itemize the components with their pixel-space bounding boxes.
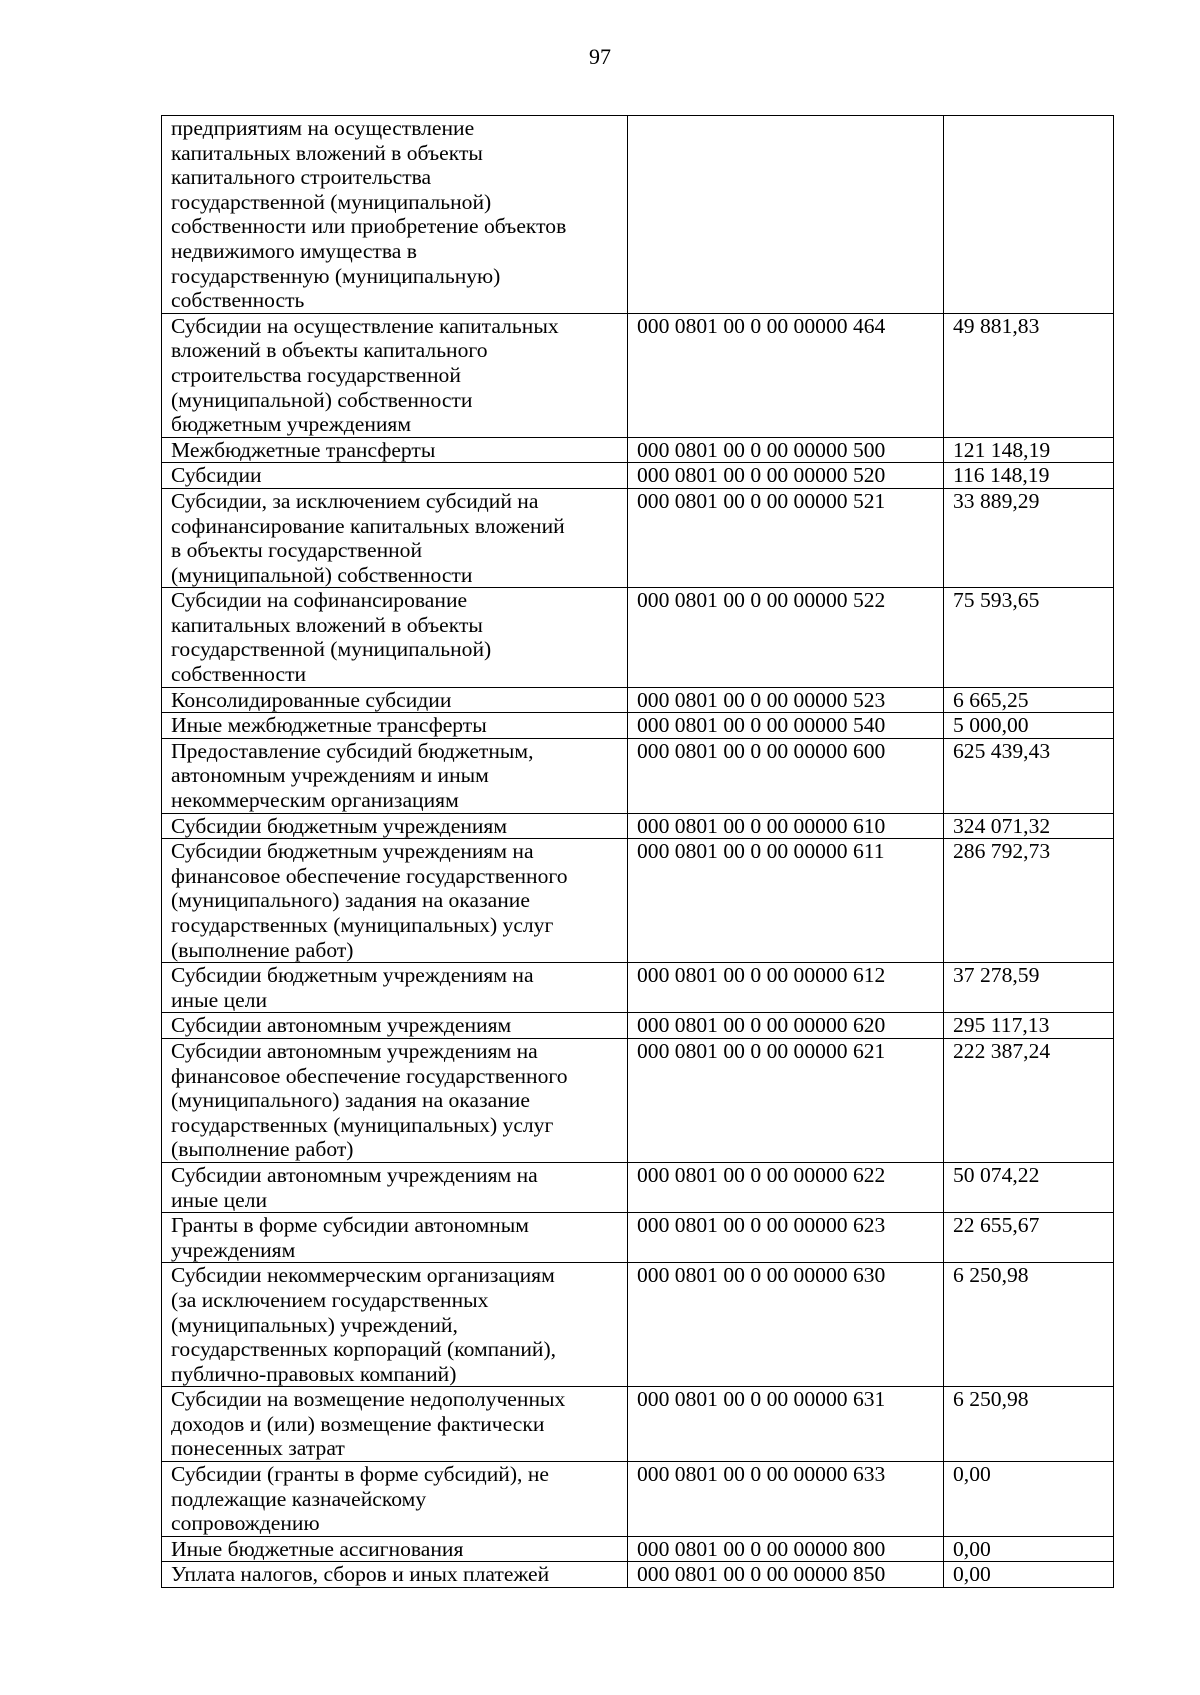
amount-cell: 37 278,59 [944,963,1114,1013]
item-name-cell: Субсидии автономным учреждениям [162,1013,628,1039]
table-row [162,1462,1114,1537]
item-name-cell: Субсидии бюджетным учреждениям на финансовое обеспечение государственного (муниципального) задания на оказание государственных (муниципальных) услуг (выполнение работ) [162,839,628,963]
amount-cell: 324 071,32 [944,813,1114,839]
page-number: 97 [589,44,611,69]
table-row [162,687,1114,713]
item-name-cell: Предоставление субсидий бюджетным, автономным учреждениям и иным некоммерческим организациям [162,738,628,813]
amount-cell: 6 665,25 [944,687,1114,713]
amount-cell: 6 250,98 [944,1387,1114,1462]
item-name-cell: Субсидии [162,463,628,489]
amount-cell: 121 148,19 [944,437,1114,463]
amount-cell: 75 593,65 [944,588,1114,687]
amount-cell: 5 000,00 [944,713,1114,739]
item-name-cell: Субсидии автономным учреждениям на финансовое обеспечение государственного (муниципального) задания на оказание государственных (муниципальных) услуг (выполнение работ) [162,1038,628,1162]
classification-code-cell: 000 0801 00 0 00 00000 600 [628,738,944,813]
classification-code-cell [628,116,944,314]
table-row [162,313,1114,437]
table-row [162,1213,1114,1263]
amount-cell: 22 655,67 [944,1213,1114,1263]
table-row [162,437,1114,463]
classification-code-cell: 000 0801 00 0 00 00000 623 [628,1213,944,1263]
table-row [162,588,1114,687]
item-name-cell: Уплата налогов, сборов и иных платежей [162,1562,628,1588]
table-row [162,963,1114,1013]
item-name-cell: Субсидии некоммерческим организациям (за исключением государственных (муниципальных) учреждений, государственных корпораций (компаний), публично-правовых компаний) [162,1263,628,1387]
classification-code-cell: 000 0801 00 0 00 00000 523 [628,687,944,713]
classification-code-cell: 000 0801 00 0 00 00000 850 [628,1562,944,1588]
item-name-cell: Межбюджетные трансферты [162,437,628,463]
classification-code-cell: 000 0801 00 0 00 00000 631 [628,1387,944,1462]
budget-table [161,115,1114,1588]
classification-code-cell: 000 0801 00 0 00 00000 611 [628,839,944,963]
amount-cell: 222 387,24 [944,1038,1114,1162]
classification-code-cell: 000 0801 00 0 00 00000 633 [628,1462,944,1537]
table-row [162,1038,1114,1162]
item-name-cell: Иные бюджетные ассигнования [162,1536,628,1562]
classification-code-cell: 000 0801 00 0 00 00000 520 [628,463,944,489]
item-name-cell: Субсидии (гранты в форме субсидий), не подлежащие казначейскому сопровождению [162,1462,628,1537]
amount-cell: 33 889,29 [944,488,1114,587]
amount-cell: 6 250,98 [944,1263,1114,1387]
amount-cell: 625 439,43 [944,738,1114,813]
table-row [162,839,1114,963]
table-row [162,1013,1114,1039]
amount-cell: 50 074,22 [944,1162,1114,1212]
classification-code-cell: 000 0801 00 0 00 00000 630 [628,1263,944,1387]
amount-cell: 0,00 [944,1462,1114,1537]
table-row [162,1162,1114,1212]
table-row [162,1387,1114,1462]
item-name-cell: Субсидии на возмещение недополученных доходов и (или) возмещение фактически понесенных затрат [162,1387,628,1462]
item-name-cell: Субсидии на осуществление капитальных вложений в объекты капитального строительства государственной (муниципальной) собственности бюджетным учреждениям [162,313,628,437]
table-row [162,116,1114,314]
item-name-cell: Консолидированные субсидии [162,687,628,713]
item-name-cell: Гранты в форме субсидии автономным учреждениям [162,1213,628,1263]
item-name-cell: Субсидии бюджетным учреждениям [162,813,628,839]
item-name-cell: Субсидии на софинансирование капитальных вложений в объекты государственной (муниципальной) собственности [162,588,628,687]
table-row [162,1536,1114,1562]
amount-cell: 286 792,73 [944,839,1114,963]
budget-table-body [162,116,1114,1588]
classification-code-cell: 000 0801 00 0 00 00000 522 [628,588,944,687]
amount-cell: 49 881,83 [944,313,1114,437]
table-row [162,1263,1114,1387]
classification-code-cell: 000 0801 00 0 00 00000 621 [628,1038,944,1162]
table-row [162,1562,1114,1588]
amount-cell [944,116,1114,314]
amount-cell: 116 148,19 [944,463,1114,489]
classification-code-cell: 000 0801 00 0 00 00000 464 [628,313,944,437]
table-row [162,713,1114,739]
classification-code-cell: 000 0801 00 0 00 00000 620 [628,1013,944,1039]
classification-code-cell: 000 0801 00 0 00 00000 612 [628,963,944,1013]
table-row [162,813,1114,839]
classification-code-cell: 000 0801 00 0 00 00000 610 [628,813,944,839]
classification-code-cell: 000 0801 00 0 00 00000 500 [628,437,944,463]
table-row [162,738,1114,813]
item-name-cell: Субсидии автономным учреждениям на иные цели [162,1162,628,1212]
amount-cell: 0,00 [944,1536,1114,1562]
item-name-cell: Субсидии, за исключением субсидий на софинансирование капитальных вложений в объекты государственной (муниципальной) собственности [162,488,628,587]
classification-code-cell: 000 0801 00 0 00 00000 540 [628,713,944,739]
amount-cell: 295 117,13 [944,1013,1114,1039]
table-row [162,463,1114,489]
amount-cell: 0,00 [944,1562,1114,1588]
classification-code-cell: 000 0801 00 0 00 00000 800 [628,1536,944,1562]
classification-code-cell: 000 0801 00 0 00 00000 521 [628,488,944,587]
item-name-cell: Субсидии бюджетным учреждениям на иные цели [162,963,628,1013]
classification-code-cell: 000 0801 00 0 00 00000 622 [628,1162,944,1212]
table-row [162,488,1114,587]
item-name-cell: Иные межбюджетные трансферты [162,713,628,739]
item-name-cell: предприятиям на осуществление капитальных вложений в объекты капитального строительства государственной (муниципальной) собственности или приобретение объектов недвижимого имущества в государственную (муниципальную) собственность [162,116,628,314]
